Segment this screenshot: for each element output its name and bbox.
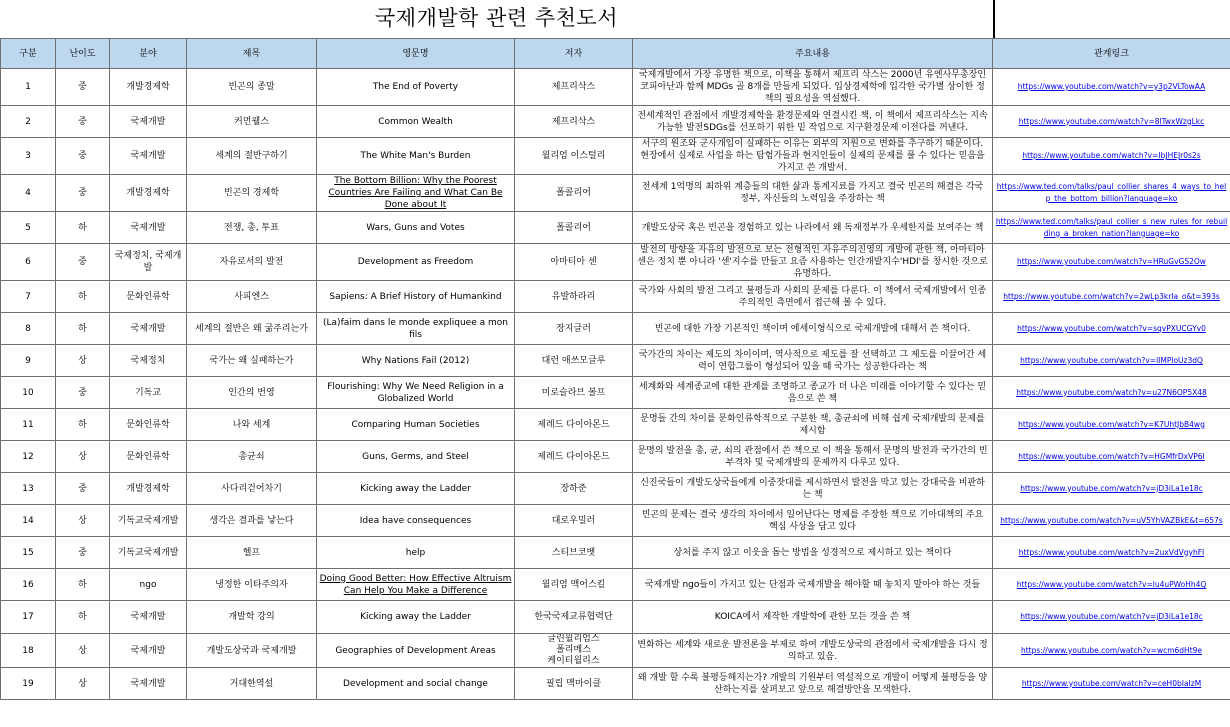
cell-field: 기독교 <box>110 377 187 409</box>
cell-title: 개발도상국과 국제개발 <box>187 634 317 668</box>
cell-author: 대로우밀러 <box>515 505 633 537</box>
cell-title: 사피엔스 <box>187 281 317 313</box>
cell-no: 3 <box>1 138 56 175</box>
cell-link[interactable] <box>993 537 1230 569</box>
cell-title: 거대한역설 <box>187 668 317 700</box>
table-row <box>1 409 1230 441</box>
youtube-link[interactable]: https://www.youtube.com/watch?v=IbJHEJr0s2s <box>1022 151 1201 160</box>
cell-title: 사다리걷어차기 <box>187 473 317 505</box>
cell-level: 중 <box>56 244 110 281</box>
cell-english: Common Wealth <box>317 106 515 138</box>
cell-summary: 전세계 1억명의 최하위 계층들의 대한 삶과 통계지료를 가지고 결국 빈곤의 해결은 각국 정부, 자신들의 노력임을 주장하는 책 <box>633 175 993 212</box>
table-body <box>1 69 1230 700</box>
cell-level: 중 <box>56 69 110 106</box>
cell-english: Kicking away the Ladder <box>317 473 515 505</box>
cell-author: 장하준 <box>515 473 633 505</box>
english-title-text: Doing Good Better: How Effective Altruism Can Help You Make a Difference <box>319 573 512 596</box>
cell-link[interactable] <box>993 505 1230 537</box>
youtube-link[interactable]: https://www.youtube.com/watch?v=HRuGvGS2Ow <box>1017 257 1206 266</box>
cell-level: 중 <box>56 377 110 409</box>
cell-level: 상 <box>56 505 110 537</box>
table-row <box>1 212 1230 244</box>
cell-level: 중 <box>56 175 110 212</box>
header-level: 난이도 <box>56 39 110 69</box>
cell-title: 자유로서의 발전 <box>187 244 317 281</box>
youtube-link[interactable]: https://www.youtube.com/watch?v=sqvPXUCGYv0 <box>1017 323 1206 333</box>
cell-title: 세계의 절반구하기 <box>187 138 317 175</box>
cell-no: 6 <box>1 244 56 281</box>
cell-field: 국제개발 <box>110 601 187 634</box>
cell-no: 2 <box>1 106 56 138</box>
cell-no: 16 <box>1 569 56 601</box>
cell-author: 글린윌리엄스 폴리메스 케이티윌리스 <box>515 634 633 668</box>
cell-summary: 빈곤에 대한 가장 기본적인 책이며 에세이형식으로 국제개발에 대해서 쓴 책이다. <box>633 313 993 345</box>
cell-link[interactable] <box>993 668 1230 700</box>
table-row <box>1 441 1230 473</box>
table-row <box>1 175 1230 212</box>
table-row <box>1 473 1230 505</box>
cell-author: 폴콜리어 <box>515 175 633 212</box>
cell-level: 하 <box>56 281 110 313</box>
cell-title: 헬프 <box>187 537 317 569</box>
cell-summary: 상처를 주지 않고 이웃을 돕는 방법을 성경적으로 제시하고 있는 책이다 <box>633 537 993 569</box>
cell-level: 하 <box>56 409 110 441</box>
title-row <box>0 0 1230 38</box>
cell-author: 제레드 다이아몬드 <box>515 441 633 473</box>
cell-summary: 서구의 원조와 군사개입이 실패하는 이유는 외부의 지원으로 변화를 추구하기 때문이다. 현장에서 실제로 사업을 하는 탐험가들과 현지인들이 실제의 문제를 풀 수 있다는 믿음을 가지고 쓴 개발서. <box>633 138 993 175</box>
youtube-link[interactable]: https://www.youtube.com/watch?v=jD3iLa1e18c <box>1020 612 1203 621</box>
cell-title: 빈곤의 경제학 <box>187 175 317 212</box>
cell-field: 문화인류학 <box>110 409 187 441</box>
cell-english: Flourishing: Why We Need Religion in a Globalized World <box>317 377 515 409</box>
cell-title: 국가는 왜 실패하는가 <box>187 345 317 377</box>
cell-summary: 국제개발 ngo들이 가지고 있는 단점과 국제개발을 해야할 때 놓치지 말아야 하는 것들 <box>633 569 993 601</box>
table-row <box>1 634 1230 668</box>
youtube-link[interactable]: https://www.youtube.com/watch?v=wcm6dHt9e <box>1020 645 1203 655</box>
youtube-link[interactable]: https://www.youtube.com/watch?v=K7UhtJbB4wg <box>1018 419 1205 429</box>
cell-author: 장지글러 <box>515 313 633 345</box>
cell-english <box>317 175 515 212</box>
cell-author: 미로슬라브 볼프 <box>515 377 633 409</box>
cell-level: 하 <box>56 601 110 634</box>
youtube-link[interactable]: https://www.youtube.com/watch?v=y3p2VLTowAA <box>1017 82 1206 91</box>
cell-summary: 왜 개발 할 수록 불평등해지는가? 개발의 기원부터 역설적으로 개발이 어떻게 불평등을 양산하는지를 살펴보고 앞으로 해결방안을 모색한다. <box>633 668 993 700</box>
cell-level: 하 <box>56 313 110 345</box>
cell-author: 필립 맥마이클 <box>515 668 633 700</box>
header-no: 구분 <box>1 39 56 69</box>
cell-english: The White Man's Burden <box>317 138 515 175</box>
header-summary: 주요내용 <box>633 39 993 69</box>
youtube-link[interactable]: https://www.youtube.com/watch?v=2wLp3krIa_o&t=393s <box>1003 291 1220 301</box>
cell-author: 윌리엄 맥어스킬 <box>515 569 633 601</box>
cell-english: Development and social change <box>317 668 515 700</box>
table-row <box>1 601 1230 634</box>
youtube-link[interactable]: https://www.youtube.com/watch?v=lIMPloUz3dQ <box>1020 355 1203 365</box>
cell-author: 한국국제교류협력단 <box>515 601 633 634</box>
cell-no: 14 <box>1 505 56 537</box>
cell-field: 문화인류학 <box>110 281 187 313</box>
cell-level: 상 <box>56 634 110 668</box>
cell-author: 제프리삭스 <box>515 69 633 106</box>
cell-english: Sapiens: A Brief History of Humankind <box>317 281 515 313</box>
cell-english: Idea have consequences <box>317 505 515 537</box>
cell-field: 기독교국제개발 <box>110 505 187 537</box>
cell-no: 5 <box>1 212 56 244</box>
cell-level: 중 <box>56 138 110 175</box>
table-row <box>1 69 1230 106</box>
cell-level: 상 <box>56 668 110 700</box>
cell-english: Comparing Human Societies <box>317 409 515 441</box>
cell-title: 개발학 강의 <box>187 601 317 634</box>
cell-title: 빈곤의 종말 <box>187 69 317 106</box>
cell-summary: 전세계적인 관점에서 개발경제학을 환경문제와 연결시킨 책, 이 책에서 제프리삭스는 지속가능한 발전SDGs를 선포하기 위한 밑 작업으로 지구환경문제 이전다를 꺼낸다. <box>633 106 993 138</box>
cell-field: 국제정치 <box>110 345 187 377</box>
cell-title: 생각은 결과를 낳는다 <box>187 505 317 537</box>
cell-link[interactable] <box>993 212 1230 244</box>
table-row <box>1 244 1230 281</box>
cell-level: 중 <box>56 106 110 138</box>
cell-link[interactable] <box>993 345 1230 377</box>
cell-link[interactable] <box>993 281 1230 313</box>
youtube-link[interactable]: https://www.youtube.com/watch?v=uV5YhVAZBkE&t=657s <box>1000 515 1223 525</box>
cell-english: Geographies of Development Areas <box>317 634 515 668</box>
header-english: 영문명 <box>317 39 515 69</box>
cell-level: 하 <box>56 212 110 244</box>
cell-link[interactable] <box>993 377 1230 409</box>
cell-no: 15 <box>1 537 56 569</box>
header-field: 분야 <box>110 39 187 69</box>
cell-title: 냉정한 이타주의자 <box>187 569 317 601</box>
youtube-link[interactable]: https://www.youtube.com/watch?v=8lTwxWzgLkc <box>1018 116 1205 126</box>
cell-link[interactable] <box>993 441 1230 473</box>
cell-link[interactable] <box>993 409 1230 441</box>
youtube-link[interactable]: https://www.youtube.com/watch?v=jD3iLa1e18c <box>1020 483 1203 493</box>
cell-no: 19 <box>1 668 56 700</box>
cell-english: Guns, Germs, and Steel <box>317 441 515 473</box>
cell-no: 8 <box>1 313 56 345</box>
cell-no: 17 <box>1 601 56 634</box>
youtube-link[interactable]: https://www.ted.com/talks/paul_collier_s_new_rules_for_rebuilding_a_broken_nation?language=ko <box>995 216 1228 238</box>
header-author: 저자 <box>515 39 633 69</box>
cell-no: 4 <box>1 175 56 212</box>
cell-summary: 국가와 사회의 발전 그리고 불평등과 사회의 문제를 다룬다. 이 책에서 국제개발에서 인종주의적인 측면에서 접근해 볼 수 있다. <box>633 281 993 313</box>
youtube-link[interactable]: https://www.youtube.com/watch?v=u27N6OP5X48 <box>1016 387 1207 397</box>
cell-summary: 세계화와 세계종교에 대한 관계를 조명하고 종교가 더 나은 미래를 이야기할 수 있다는 믿음으로 쓴 책 <box>633 377 993 409</box>
cell-field: ngo <box>110 569 187 601</box>
cell-field: 국제정치, 국제개발 <box>110 244 187 281</box>
cell-link[interactable] <box>993 106 1230 138</box>
cell-summary: 국가간의 차이는 제도의 차이이며, 역사적으로 제도를 잘 선택하고 그 제도를 이끌어간 세력이 연합그룹이 형성되어 있을 때 국가는 성공한다라는 책 <box>633 345 993 377</box>
youtube-link[interactable]: https://www.ted.com/talks/paul_collier_shares_4_ways_to_help_the_bottom_billion?language=ko <box>996 182 1227 203</box>
cell-summary: 변화하는 세계와 새로운 발전론을 부제로 하여 개발도상국의 관점에서 국제개발을 다시 정의하고 있음. <box>633 634 993 668</box>
table-row <box>1 313 1230 345</box>
cell-english: help <box>317 537 515 569</box>
cell-link[interactable] <box>993 69 1230 106</box>
cell-no: 7 <box>1 281 56 313</box>
cell-english: Why Nations Fail (2012) <box>317 345 515 377</box>
table-row <box>1 505 1230 537</box>
header-title: 제목 <box>187 39 317 69</box>
cell-author: 유발하라리 <box>515 281 633 313</box>
youtube-link[interactable]: https://www.youtube.com/watch?v=ceH0bIaIzM <box>1021 678 1202 688</box>
cell-author: 제레드 다이아몬드 <box>515 409 633 441</box>
header-row <box>1 39 1230 69</box>
cell-level: 중 <box>56 473 110 505</box>
cell-english: Development as Freedom <box>317 244 515 281</box>
cell-summary: 신진국들이 개발도상국들에게 이중잣대를 제시하면서 발전을 막고 있는 강대국을 비판하는 책 <box>633 473 993 505</box>
cell-field: 국제개발 <box>110 106 187 138</box>
cell-no: 13 <box>1 473 56 505</box>
cell-title: 총균쇠 <box>187 441 317 473</box>
table-row <box>1 377 1230 409</box>
table-row <box>1 106 1230 138</box>
cell-title: 인간의 번영 <box>187 377 317 409</box>
cell-english: Wars, Guns and Votes <box>317 212 515 244</box>
cell-title: 세계의 절반은 왜 굶주리는가 <box>187 313 317 345</box>
cell-english: (La)faim dans le monde expliquee a mon fils <box>317 313 515 345</box>
cell-summary: KOICA에서 제작한 개발학에 관한 모든 것을 쓴 책 <box>633 601 993 634</box>
cell-no: 10 <box>1 377 56 409</box>
table-row <box>1 281 1230 313</box>
cell-field: 국제개발 <box>110 138 187 175</box>
cell-level: 하 <box>56 569 110 601</box>
title-divider <box>993 0 995 38</box>
cell-link[interactable] <box>993 634 1230 668</box>
cell-author: 스티브코벳 <box>515 537 633 569</box>
cell-title: 커먼웰스 <box>187 106 317 138</box>
cell-summary: 개발도상국 혹은 빈곤을 경험하고 있는 나라에서 왜 독재정부가 우세한지를 보여주는 책 <box>633 212 993 244</box>
cell-english: Kicking away the Ladder <box>317 601 515 634</box>
cell-summary: 국제개발에서 가장 유명한 책으로, 이책을 통해서 제프리 삭스는 2000년 유엔사무총장인 코피아난과 함께 MDGs 골 8개를 만들게 되었다. 입상경제학에 입각한 국가별 상이한 정책의 필요성을 역설했다. <box>633 69 993 106</box>
table-row <box>1 345 1230 377</box>
cell-no: 12 <box>1 441 56 473</box>
youtube-link[interactable]: https://www.youtube.com/watch?v=2uxVdVgyhFI <box>1018 547 1205 557</box>
cell-field: 문화인류학 <box>110 441 187 473</box>
cell-field: 개발경제학 <box>110 175 187 212</box>
cell-link[interactable] <box>993 473 1230 505</box>
cell-author: 아마티아 센 <box>515 244 633 281</box>
cell-english: The End of Poverty <box>317 69 515 106</box>
english-title-text: The Bottom Billion: Why the Poorest Countries Are Failing and What Can Be Done about It <box>328 176 503 210</box>
cell-level: 상 <box>56 345 110 377</box>
cell-field: 기독교국제개발 <box>110 537 187 569</box>
cell-english <box>317 569 515 601</box>
cell-author: 폴콜리어 <box>515 212 633 244</box>
cell-summary: 빈곤의 문제는 결국 생각의 차이에서 일어난다는 명제를 주장한 책으로 기아대책의 주요 핵심 사상을 담고 있다 <box>633 505 993 537</box>
youtube-link[interactable]: https://www.youtube.com/watch?v=lu4uPWoHh4Q <box>1016 579 1207 589</box>
table-row <box>1 668 1230 700</box>
table-row <box>1 569 1230 601</box>
cell-field: 국제개발 <box>110 212 187 244</box>
sheet-title: 국제개발학 관련 추천도서 <box>375 6 618 30</box>
cell-no: 18 <box>1 634 56 668</box>
cell-link[interactable] <box>993 138 1230 175</box>
cell-field: 국제개발 <box>110 634 187 668</box>
cell-field: 국제개발 <box>110 668 187 700</box>
header-link: 관계링크 <box>993 39 1230 69</box>
cell-summary: 문명의 발전을 총, 균, 쇠의 관점에서 쓴 책으로 이 책을 통해서 문명의 발전과 국가간의 빈부격차 및 국제개발의 문제까지 다루고 있다. <box>633 441 993 473</box>
cell-author: 윌리엄 이스털리 <box>515 138 633 175</box>
cell-title: 나와 세계 <box>187 409 317 441</box>
cell-no: 11 <box>1 409 56 441</box>
cell-no: 9 <box>1 345 56 377</box>
cell-level: 중 <box>56 537 110 569</box>
cell-link[interactable] <box>993 601 1230 634</box>
cell-title: 전쟁, 총, 투표 <box>187 212 317 244</box>
cell-summary: 발전의 방향을 자유의 발전으로 보는 전형적인 자유주의진영의 개발에 관한 책, 아마티아 센은 정치 뿐 아니라 '센'지수를 만들고 요즘 사용하는 인간개발지수'HDI'를 창시한 것으로 유명하다. <box>633 244 993 281</box>
cell-field: 개발경제학 <box>110 473 187 505</box>
cell-link[interactable] <box>993 313 1230 345</box>
cell-summary: 문명들 간의 차이를 문화인류학적으로 구분한 책, 총균쇠에 비해 쉽게 국제개발의 문제를 제시함 <box>633 409 993 441</box>
cell-level: 상 <box>56 441 110 473</box>
cell-link[interactable] <box>993 569 1230 601</box>
cell-field: 개발경제학 <box>110 69 187 106</box>
table-row <box>1 138 1230 175</box>
cell-link[interactable] <box>993 175 1230 212</box>
cell-link[interactable] <box>993 244 1230 281</box>
cell-field: 국제개발 <box>110 313 187 345</box>
cell-author: 제프리삭스 <box>515 106 633 138</box>
book-table <box>0 38 1230 700</box>
cell-author: 대런 애쓰모글루 <box>515 345 633 377</box>
table-row <box>1 537 1230 569</box>
cell-no: 1 <box>1 69 56 106</box>
youtube-link[interactable]: https://www.youtube.com/watch?v=HGMfrDxVP6I <box>1018 451 1205 461</box>
